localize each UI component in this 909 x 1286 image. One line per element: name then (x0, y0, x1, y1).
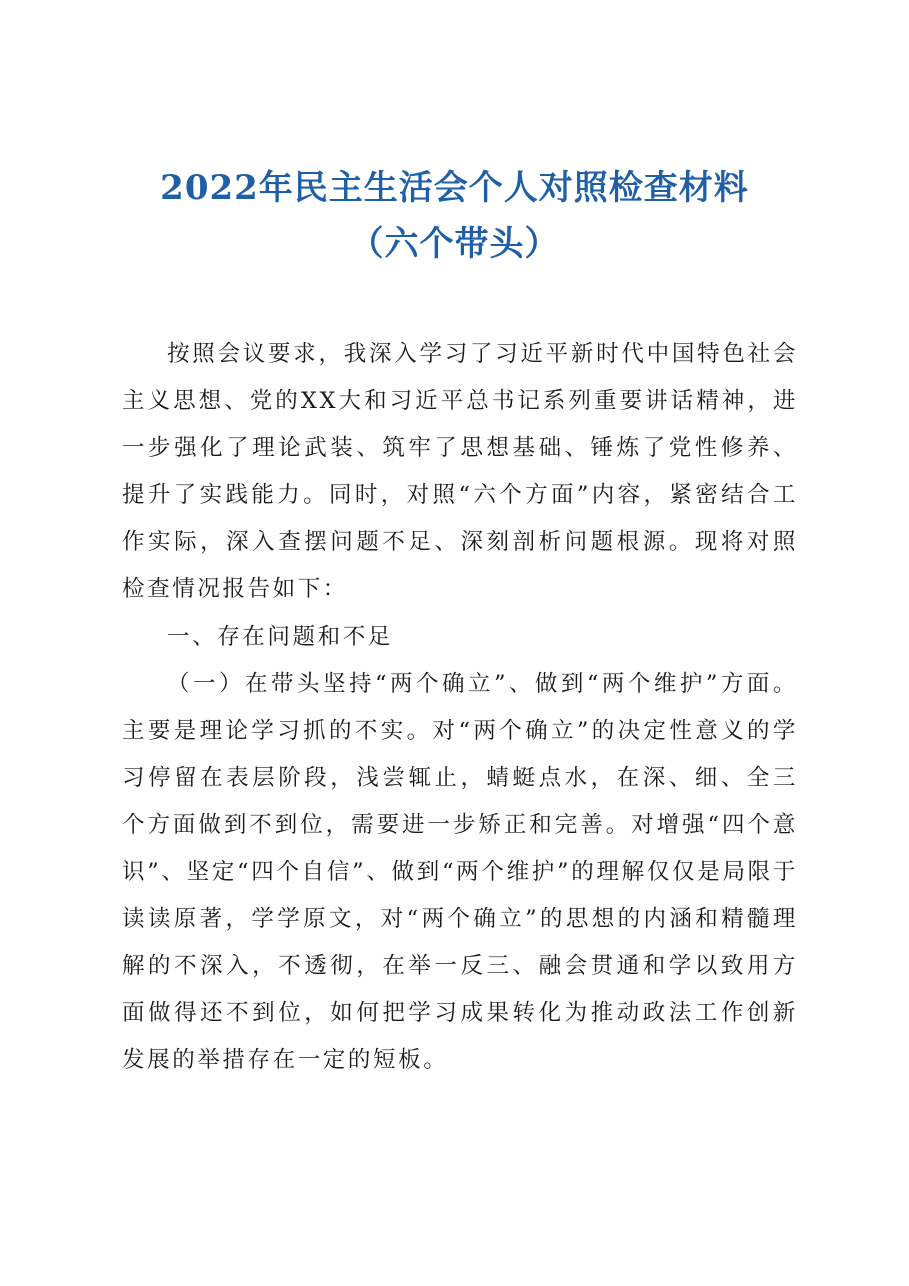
document-title: 2022年民主生活会个人对照检查材料 (160, 168, 749, 208)
section-heading-block (122, 614, 798, 661)
intro-paragraph-block (122, 331, 798, 613)
intro-paragraph: 按照会议要求，我深入学习了习近平新时代中国特色社会主义思想、党的XX大和习近平总书记系列重要讲话精神，进一步强化了理论武装、筑牢了思想基础、锤炼了党性修养、提升了实践能力。同时，对照“六个方面”内容，紧密结合工作实际，深入查摆问题不足、深刻剖析问题根源。现将对照检查情况报告如下： (122, 341, 798, 602)
item-one-paragraph: （一）在带头坚持“两个确立”、做到“两个维护”方面。主要是理论学习抓的不实。对“两个确立”的决定性意义的学习停留在表层阶段，浅尝辄止，蜻蜓点水，在深、细、全三个方面做到不到位，需要进一步矫正和完善。对增强“四个意识”、坚定“四个自信”、做到“两个维护”的理解仅仅是局限于读读原著，学学原文，对“两个确立”的思想的内涵和精髓理解的不深入，不透彻，在举一反三、融会贯通和学以致用方面做得还不到位，如何把学习成果转化为推动政法工作创新发展的举措存在一定的短板。 (122, 671, 798, 1073)
item-one-block (122, 661, 798, 1084)
document-subtitle: （六个带头） (349, 224, 560, 264)
section-one-heading: 一、存在问题和不足 (167, 624, 393, 650)
